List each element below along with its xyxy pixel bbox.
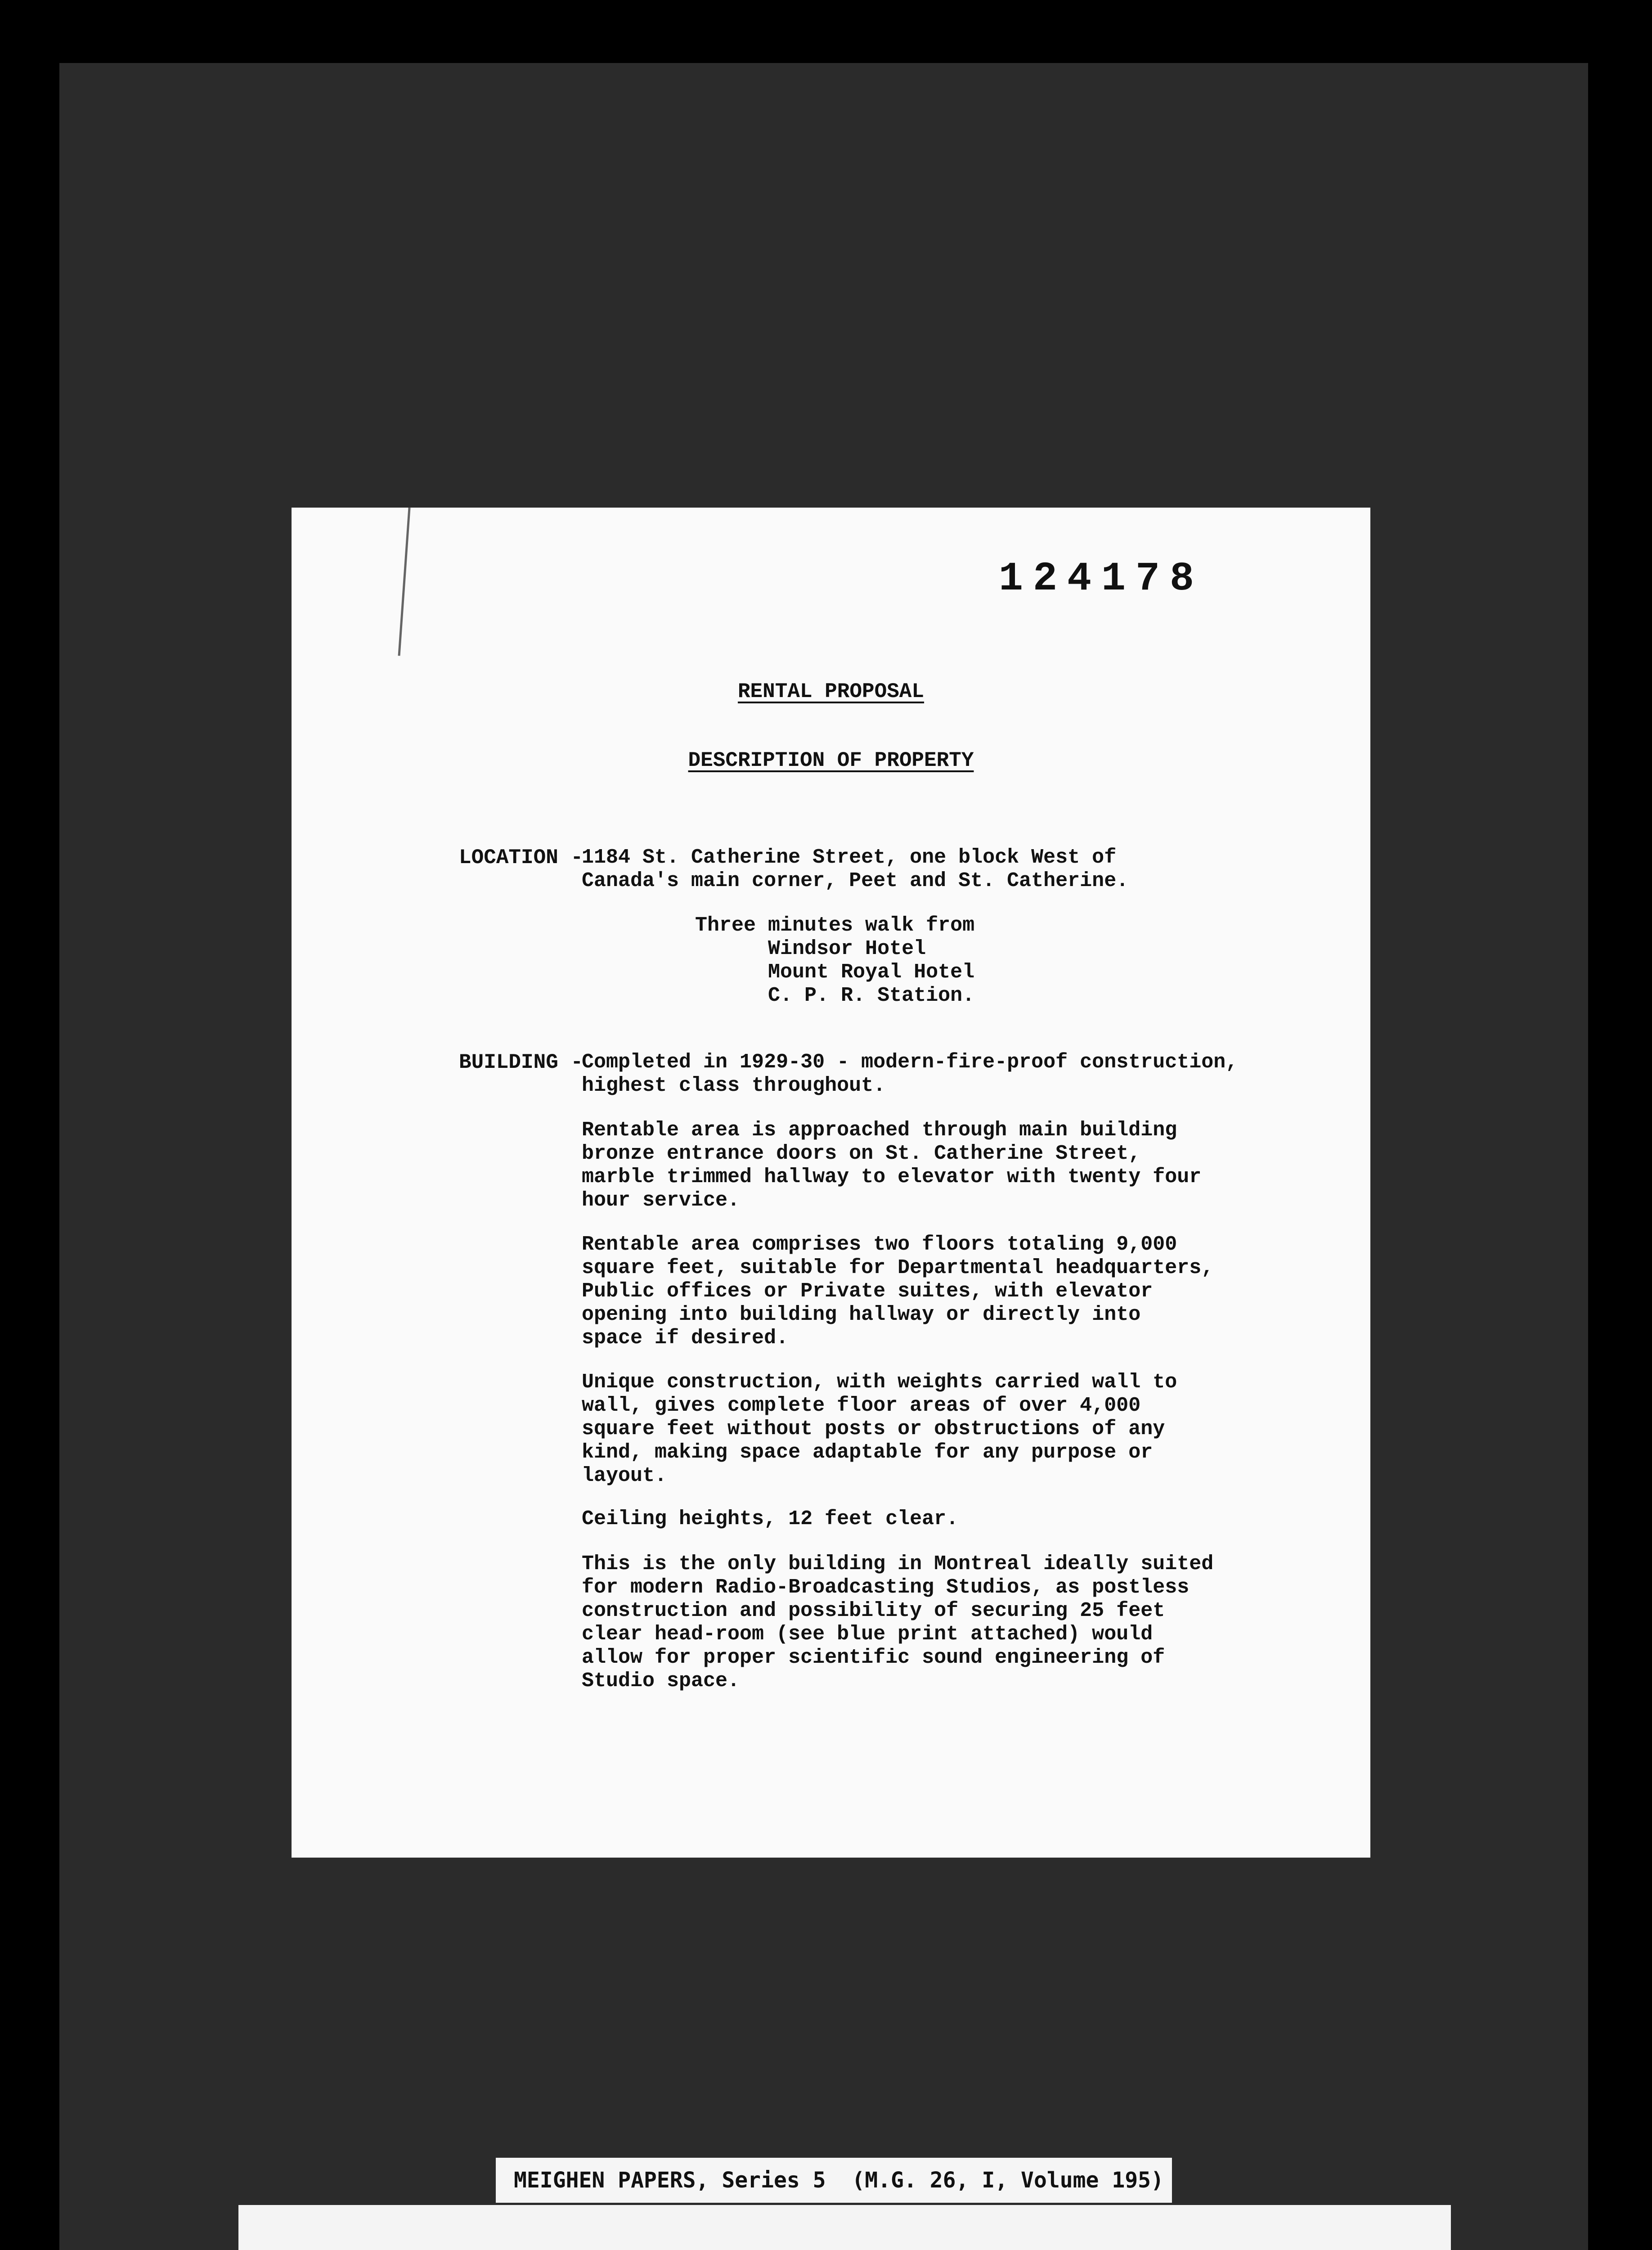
building-line: for modern Radio-Broadcasting Studios, as postless bbox=[582, 1576, 1190, 1599]
building-line: clear head-room (see blue print attached) would bbox=[582, 1623, 1153, 1646]
building-line: highest class throughout. bbox=[582, 1074, 886, 1097]
building-line: hour service. bbox=[582, 1189, 740, 1212]
walk-line: Mount Royal Hotel bbox=[695, 961, 975, 984]
building-line: square feet without posts or obstructions of any bbox=[582, 1418, 1165, 1440]
building-line: Public offices or Private suites, with elevator bbox=[582, 1280, 1153, 1303]
building-line: wall, gives complete floor areas of over 4,000 bbox=[582, 1394, 1141, 1417]
building-line: construction and possibility of securing 25 feet bbox=[582, 1599, 1165, 1622]
archives-card bbox=[238, 2205, 1451, 2250]
building-line: allow for proper scientific sound engineering of bbox=[582, 1646, 1165, 1669]
building-label: BUILDING - bbox=[459, 1051, 584, 1074]
building-line: marble trimmed hallway to elevator with twenty four bbox=[582, 1166, 1202, 1188]
location-label: LOCATION - bbox=[459, 846, 584, 869]
building-line: opening into building hallway or directly into bbox=[582, 1303, 1141, 1326]
location-line: Canada's main corner, Peet and St. Catherine. bbox=[582, 869, 1129, 892]
walk-line: Three minutes walk from bbox=[695, 914, 975, 937]
building-line: Rentable area is approached through main building bbox=[582, 1119, 1177, 1142]
walk-line: Windsor Hotel bbox=[695, 937, 926, 960]
building-line: Ceiling heights, 12 feet clear. bbox=[582, 1508, 959, 1530]
stamp-number: 124178 bbox=[999, 556, 1204, 602]
building-line: Unique construction, with weights carried wall to bbox=[582, 1371, 1177, 1394]
building-line: This is the only building in Montreal ideally suited bbox=[582, 1552, 1214, 1575]
building-line: space if desired. bbox=[582, 1327, 789, 1350]
building-line: layout. bbox=[582, 1464, 667, 1487]
walk-line: C. P. R. Station. bbox=[695, 984, 975, 1007]
building-line: kind, making space adaptable for any purpose or bbox=[582, 1441, 1153, 1464]
document-subtitle: DESCRIPTION OF PROPERTY bbox=[688, 749, 974, 772]
building-line: Rentable area comprises two floors totaling 9,000 bbox=[582, 1233, 1177, 1256]
pencil-mark bbox=[398, 508, 415, 656]
document-title: RENTAL PROPOSAL bbox=[737, 680, 925, 703]
building-line: Studio space. bbox=[582, 1670, 740, 1692]
document-page bbox=[292, 508, 1370, 1858]
collection-label: MEIGHEN PAPERS, Series 5 (M.G. 26, I, Volume 195) bbox=[496, 2158, 1172, 2203]
building-line: bronze entrance doors on St. Catherine Street, bbox=[582, 1142, 1141, 1165]
building-line: Completed in 1929-30 - modern-fire-proof construction, bbox=[582, 1051, 1238, 1074]
location-line: 1184 St. Catherine Street, one block West of bbox=[582, 846, 1117, 869]
building-line: square feet, suitable for Departmental headquarters, bbox=[582, 1256, 1214, 1279]
